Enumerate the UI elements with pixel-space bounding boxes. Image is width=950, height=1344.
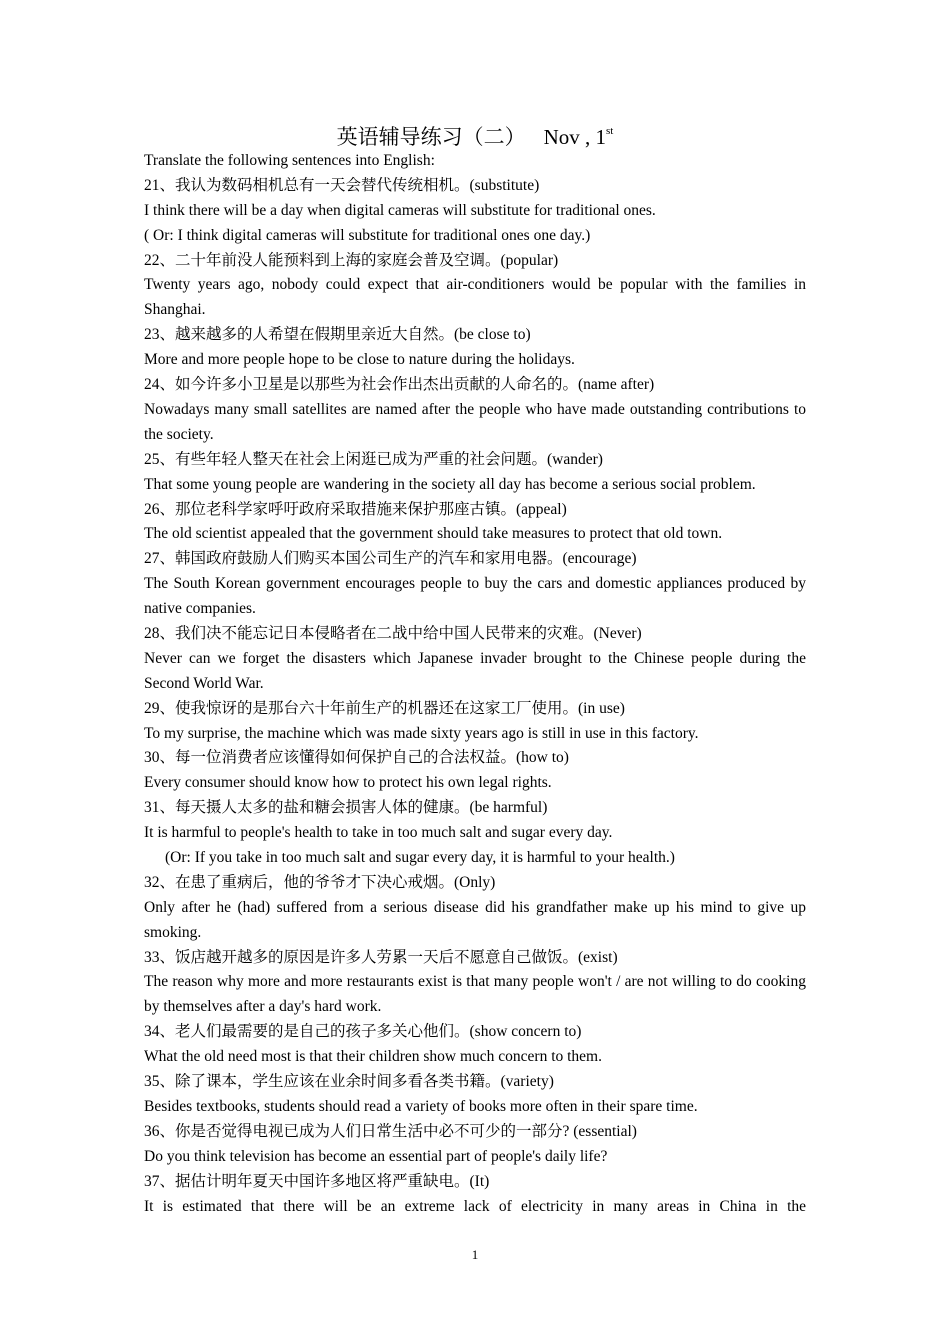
answer-23: More and more people hope to be close to nature during the holidays. — [144, 351, 575, 369]
answer-34: What the old need most is that their children show much concern to them. — [144, 1048, 602, 1066]
exercise-body — [144, 149, 806, 1219]
answer-30: Every consumer should know how to protect his own legal rights. — [144, 774, 552, 792]
question-29: 29、使我惊讶的是那台六十年前生产的机器还在这家工厂使用。(in use) — [144, 699, 625, 717]
answer-28: Never can we forget the disasters which Japanese invader brought to the Chinese people during the Second World War. — [144, 649, 806, 692]
title-date: Nov , 1 — [543, 125, 607, 149]
answer-21: I think there will be a day when digital cameras will substitute for traditional ones. — [144, 201, 656, 219]
question-22: 22、二十年前没人能预料到上海的家庭会普及空调。(popular) — [144, 251, 559, 269]
answer-29: To my surprise, the machine which was made sixty years ago is still in use in this factory. — [144, 724, 699, 742]
answer-33: The reason why more and more restaurants exist is that many people won't / are not willing to do cooking by themselves after a day's hard work. — [144, 973, 806, 1016]
question-37: 37、据估计明年夏天中国许多地区将严重缺电。(It) — [144, 1172, 490, 1190]
question-34: 34、老人们最需要的是自己的孩子多关心他们。(show concern to) — [144, 1023, 582, 1041]
answer-24: Nowadays many small satellites are named after the people who have made outstanding contributions to the society. — [144, 400, 806, 443]
answer-27: The South Korean government encourages people to buy the cars and domestic appliances produced by native companies. — [144, 575, 806, 618]
question-33: 33、饭店越开越多的原因是许多人劳累一天后不愿意自己做饭。(exist) — [144, 948, 618, 966]
answer-32: Only after he (had) suffered from a serious disease did his grandfather make up his mind to give up smoking. — [144, 898, 806, 941]
title-chinese: 英语辅导练习（二） — [336, 125, 526, 149]
answer-31: It is harmful to people's health to take in too much salt and sugar every day. — [144, 824, 613, 842]
question-26: 26、那位老科学家呼吁政府采取措施来保护那座古镇。(appeal) — [144, 500, 567, 518]
answer-21-alternative: ( Or: I think digital cameras will substitute for traditional ones one day.) — [144, 226, 591, 244]
page-title — [144, 124, 806, 150]
question-28: 28、我们决不能忘记日本侵略者在二战中给中国人民带来的灾难。(Never) — [144, 624, 642, 642]
title-date-suffix: st — [606, 125, 614, 137]
page-number: 1 — [471, 1247, 479, 1262]
instructions: Translate the following sentences into English: — [144, 152, 435, 169]
question-36: 36、你是否觉得电视已成为人们日常生活中必不可少的一部分? (essential) — [144, 1122, 637, 1140]
question-31: 31、每天摄人太多的盐和糖会损害人体的健康。(be harmful) — [144, 799, 548, 817]
question-23: 23、越来越多的人希望在假期里亲近大自然。(be close to) — [144, 326, 531, 344]
answer-36: Do you think television has become an essential part of people's daily life? — [144, 1147, 608, 1165]
question-24: 24、如今许多小卫星是以那些为社会作出杰出贡献的人命名的。(name after) — [144, 376, 655, 394]
question-27: 27、韩国政府鼓励人们购买本国公司生产的汽车和家用电器。(encourage) — [144, 550, 637, 568]
question-25: 25、有些年轻人整天在社会上闲逛已成为严重的社会问题。(wander) — [144, 450, 603, 468]
question-30: 30、每一位消费者应该懂得如何保护自己的合法权益。(how to) — [144, 749, 569, 767]
answer-26: The old scientist appealed that the government should take measures to protect that old town. — [144, 525, 723, 543]
answer-37: It is estimated that there will be an extreme lack of electricity in many areas in China in the — [144, 1197, 806, 1215]
answer-35: Besides textbooks, students should read a variety of books more often in their spare time. — [144, 1097, 698, 1115]
question-21: 21、我认为数码相机总有一天会替代传统相机。(substitute) — [144, 176, 540, 194]
question-35: 35、除了课本，学生应该在业余时间多看各类书籍。(variety) — [144, 1073, 554, 1091]
answer-22: Twenty years ago, nobody could expect that air-conditioners would be popular with the families in Shanghai. — [144, 276, 806, 319]
question-32: 32、在患了重病后，他的爷爷才下决心戒烟。(Only) — [144, 873, 496, 891]
answer-25: That some young people are wandering in the society all day has become a serious social problem. — [144, 475, 756, 493]
answer-31-alternative: (Or: If you take in too much salt and sugar every day, it is harmful to your health.) — [165, 849, 675, 866]
